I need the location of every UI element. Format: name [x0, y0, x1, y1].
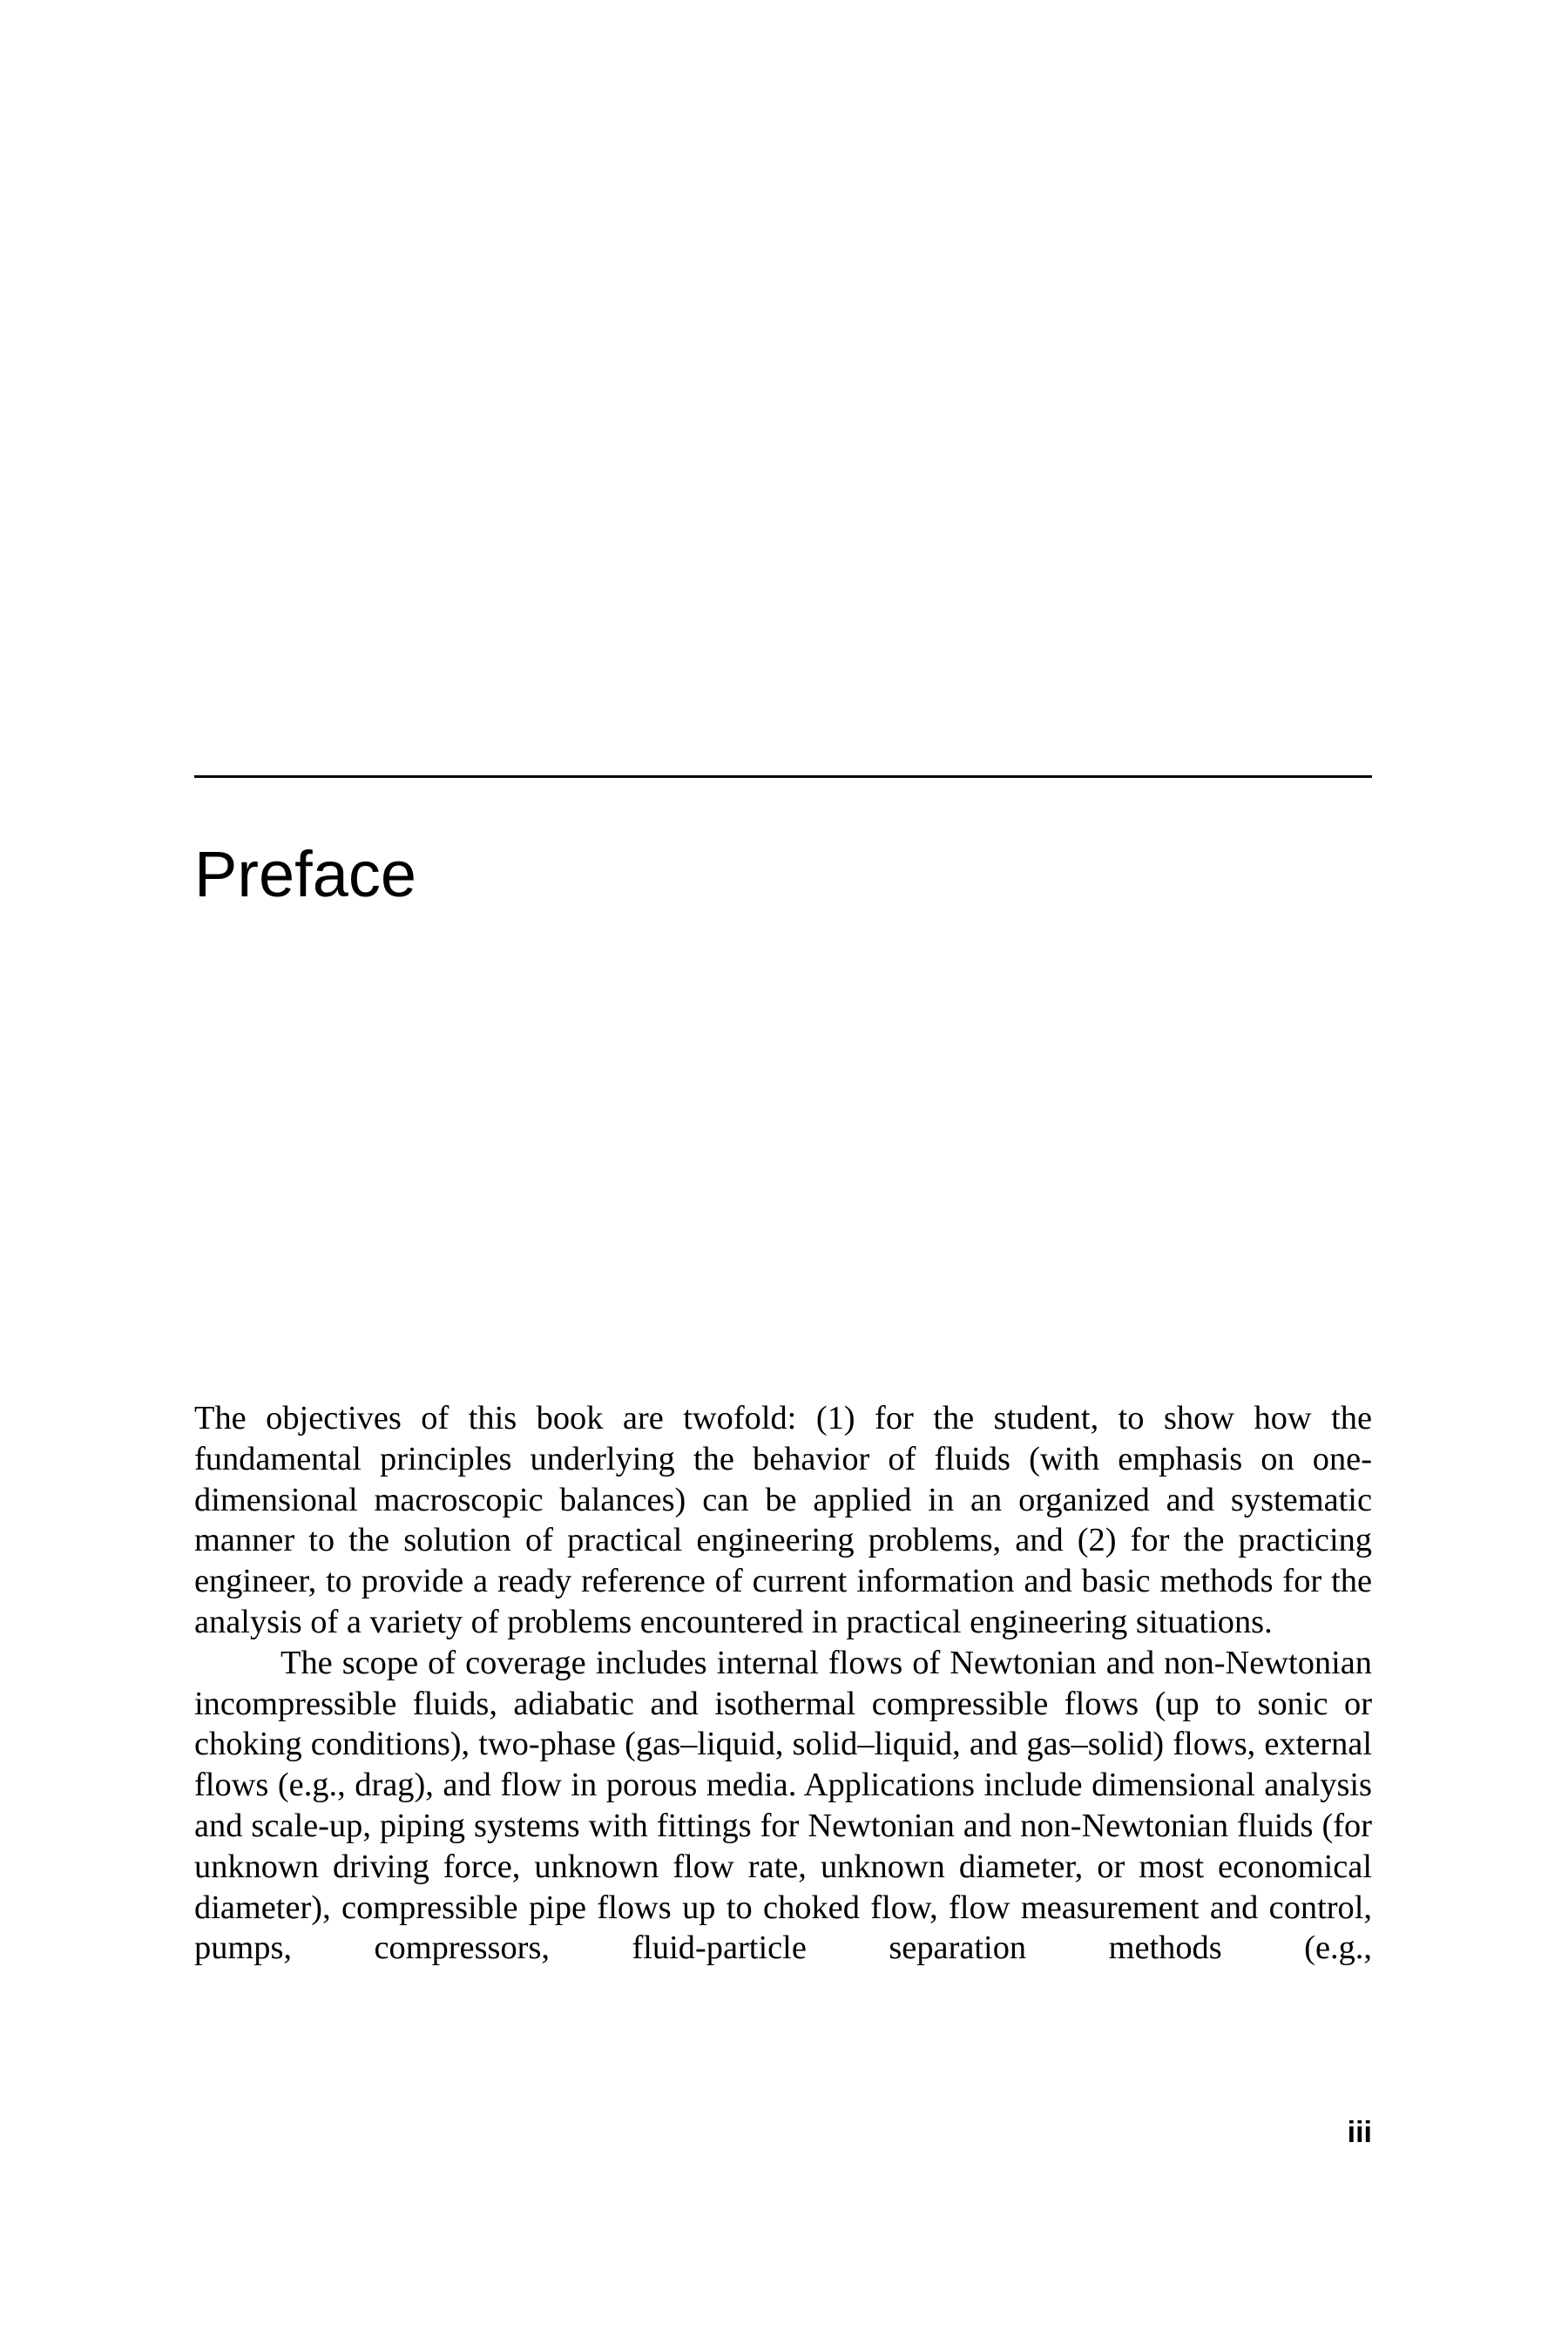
paragraph-scope: The scope of coverage includes internal flows of Newtonian and non-Newtonian incompressible fluids, adiabatic and isothermal compressible flows (up to sonic or choking conditions), two-phase (gas–liquid, solid–liquid, and gas–solid) flows, external flows (e.g., drag), and flow in porous media. Applications include dimensional analysis and scale-up, piping systems with fittings for Newtonian and non-Newtonian fluids (for unknown driving force, unknown flow rate, unknown diameter, or most economical diameter), compressible pipe flows up to choked flow, flow measurement and control, pumps, compressors, fluid-particle separation methods (e.g., — [194, 1644, 1372, 1967]
page-number: iii — [1347, 2116, 1372, 2149]
paragraph-objectives: The objectives of this book are twofold: (1) for the student, to show how the fundamental principles underlying the behavior of fluids (with emphasis on one-dimensional macroscopic balances) can be applied in an organized and systematic manner to the solution of practical engineering problems, and (2) for the practicing engineer, to provide a ready reference of current information and basic methods for the analysis of a variety of problems encountered in practical engineering situations. — [194, 1400, 1372, 1640]
page-title: Preface — [194, 838, 417, 910]
chapter-rule — [194, 775, 1372, 778]
body-text — [194, 1398, 1372, 1969]
